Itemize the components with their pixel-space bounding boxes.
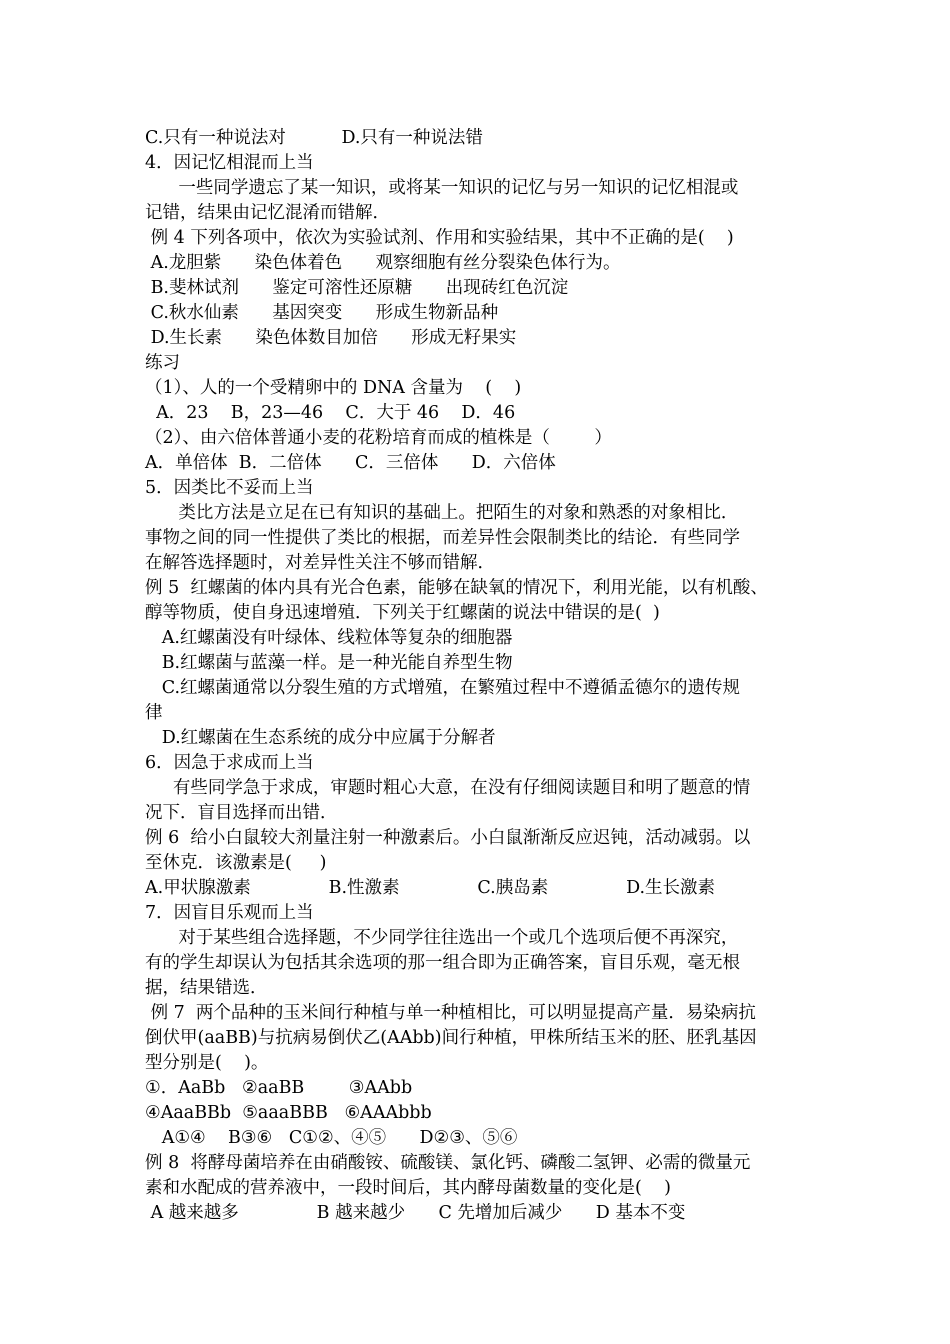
text-line: 况下．盲目选择而出错． [145, 803, 338, 823]
text-line: C.秋水仙素 基因突变 形成生物新品种 [145, 303, 499, 323]
text-line: C.只有一种说法对 D.只有一种说法错 [145, 128, 483, 148]
text-line: A．单倍体 B．二倍体 C．三倍体 D．六倍体 [145, 453, 556, 473]
text-line: 记错，结果由记忆混淆而错解． [145, 203, 390, 223]
text-line: 例 7 两个品种的玉米间行种植与单一种植相比，可以明显提高产量．易染病抗 [145, 1003, 756, 1023]
text-line: 在解答选择题时，对差异性关注不够而错解． [145, 553, 495, 573]
text-line: 据，结果错选． [145, 978, 268, 998]
text-line: 例 5 红螺菌的体内具有光合色素，能够在缺氧的情况下，利用光能，以有机酸、 [145, 578, 768, 598]
text-line: 有些同学急于求成，审题时粗心大意，在没有仔细阅读题目和明了题意的情 [145, 778, 751, 798]
text-line: 例 4 下列各项中，依次为实验试剂、作用和实验结果，其中不正确的是( ) [145, 228, 734, 248]
text-line: 对于某些组合选择题，不少同学往往选出一个或几个选项后便不再深究， [145, 928, 739, 948]
text-line: D.红螺菌在生态系统的成分中应属于分解者 [145, 728, 496, 748]
text-line: （2）、由六倍体普通小麦的花粉培育而成的植株是（ ） [145, 428, 612, 448]
text-line: A．23 B，23—46 C．大于 46 D．46 [145, 403, 516, 423]
text-line: 一些同学遗忘了某一知识，或将某一知识的记忆与另一知识的记忆相混或 [145, 178, 739, 198]
text-line: 7．因盲目乐观而上当 [145, 903, 314, 923]
text-line: B.红螺菌与蓝藻一样。是一种光能自养型生物 [145, 653, 513, 673]
text-line: 倒伏甲(aaBB)与抗病易倒伏乙(AAbb)间行种植，甲株所结玉米的胚、胚乳基因 [145, 1028, 757, 1048]
text-line: 4．因记忆相混而上当 [145, 153, 314, 173]
text-line: 练习 [145, 353, 180, 373]
text-line: 5．因类比不妥而上当 [145, 478, 314, 498]
text-line: 类比方法是立足在已有知识的基础上。把陌生的对象和熟悉的对象相比． [145, 503, 739, 523]
text-line: 例 6 给小白鼠较大剂量注射一种激素后。小白鼠渐渐反应迟钝，活动减弱。以 [145, 828, 751, 848]
text-line: B.斐林试剂 鉴定可溶性还原糖 出现砖红色沉淀 [145, 278, 569, 298]
text-line: A.龙胆紫 染色体着色 观察细胞有丝分裂染色体行为。 [145, 253, 621, 273]
text-line: A 越来越多 B 越来越少 C 先增加后减少 D 基本不变 [145, 1203, 686, 1223]
text-line: A①④ B③⑥ C①②、④⑤ D②③、⑤⑥ [145, 1128, 518, 1148]
text-line: 6．因急于求成而上当 [145, 753, 314, 773]
text-line: A.红螺菌没有叶绿体、线粒体等复杂的细胞器 [145, 628, 513, 648]
text-line: 例 8 将酵母菌培养在由硝酸铵、硫酸镁、氯化钙、磷酸二氢钾、必需的微量元 [145, 1153, 751, 1173]
text-line: 型分别是( )。 [145, 1053, 269, 1073]
text-line: 素和水配成的营养液中，一段时间后，其内酵母菌数量的变化是( ) [145, 1178, 671, 1198]
text-line: C.红螺菌通常以分裂生殖的方式增殖，在繁殖过程中不遵循孟德尔的遗传规 [145, 678, 741, 698]
text-line: 事物之间的同一性提供了类比的根据，而差异性会限制类比的结论．有些同学 [145, 528, 740, 548]
text-line: （1）、人的一个受精卵中的 DNA 含量为 ( ) [145, 378, 522, 398]
text-line: 至休克．该激素是( ) [145, 853, 327, 873]
text-line: 有的学生却误认为包括其余选项的那一组合即为正确答案，盲目乐观，毫无根 [145, 953, 740, 973]
text-line: ④AaaBBb ⑤aaaBBB ⑥AAAbbb [145, 1103, 432, 1123]
text-line: 律 [145, 703, 163, 723]
text-line: A.甲状腺激素 B.性激素 C.胰岛素 D.生长激素 [145, 878, 716, 898]
text-line: 醇等物质，使自身迅速增殖．下列关于红螺菌的说法中错误的是( ) [145, 603, 660, 623]
text-line: ①．AaBb ②aaBB ③AAbb [145, 1078, 413, 1098]
text-line: D.生长素 染色体数目加倍 形成无籽果实 [145, 328, 517, 348]
